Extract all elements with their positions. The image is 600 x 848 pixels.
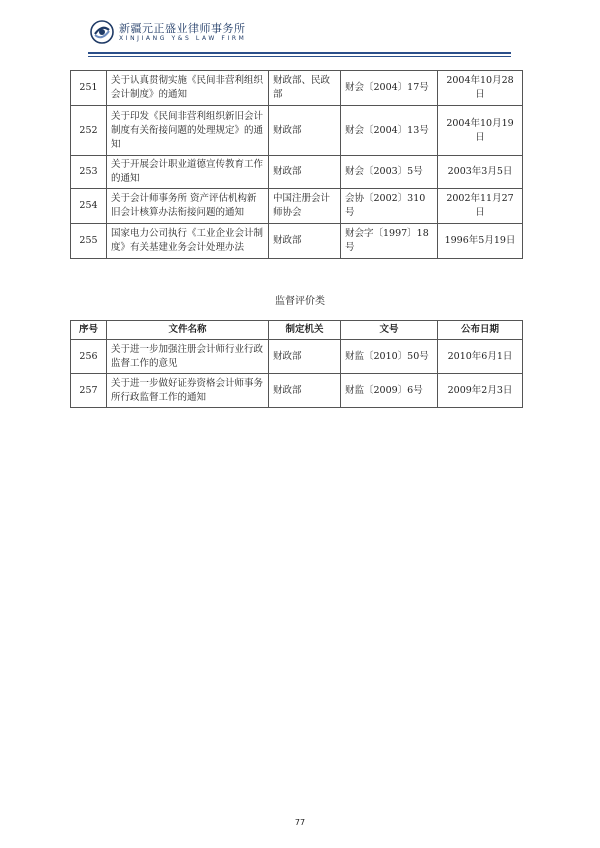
table-header-row [71,321,523,340]
document-title: 关于会计师事务所 资产评估机构新旧会计核算办法衔接问题的通知 [107,189,269,224]
publish-date: 2009年2月3日 [438,374,523,408]
regulations-table-accounting [70,70,523,259]
publish-date: 2010年6月1日 [438,340,523,374]
issuing-authority: 财政部 [269,156,341,189]
document-number: 财监〔2009〕6号 [341,374,438,408]
document-title: 关于认真贯彻实施《民间非营利组织会计制度》的通知 [107,71,269,106]
table-row [71,189,523,224]
document-number: 财会字〔1997〕18号 [341,224,438,259]
table-row [71,224,523,259]
column-header-doc-number: 文号 [341,321,438,340]
page-header [0,0,600,62]
document-title: 关于进一步做好证券资格会计师事务所行政监督工作的通知 [107,374,269,408]
issuing-authority: 中国注册会计师协会 [269,189,341,224]
header-rule-thin [88,56,511,57]
firm-name-en: XINJIANG Y&S LAW FIRM [119,35,247,42]
publish-date: 2004年10月28日 [438,71,523,106]
firm-name-cn: 新疆元正盛业律师事务所 [119,22,246,35]
table-row [71,156,523,189]
issuing-authority: 财政部 [269,106,341,156]
column-header-title: 文件名称 [107,321,269,340]
document-number: 财会〔2003〕5号 [341,156,438,189]
document-title: 国家电力公司执行《工业企业会计制度》有关基建业务会计处理办法 [107,224,269,259]
issuing-authority: 财政部 [269,374,341,408]
header-rule [88,52,511,54]
publish-date: 2002年11月27日 [438,189,523,224]
table-row [71,106,523,156]
publish-date: 2003年3月5日 [438,156,523,189]
section-title: 监督评价类 [275,296,325,307]
issuing-authority: 财政部、民政部 [269,71,341,106]
document-number: 财监〔2010〕50号 [341,340,438,374]
publish-date: 1996年5月19日 [438,224,523,259]
document-title: 关于开展会计职业道德宣传教育工作的通知 [107,156,269,189]
document-title: 关于进一步加强注册会计师行业行政监督工作的意见 [107,340,269,374]
row-number: 254 [71,189,107,224]
document-title: 关于印发《民间非营利组织新旧会计制度有关衔接问题的处理规定》的通知 [107,106,269,156]
column-header-number: 序号 [71,321,107,340]
row-number: 257 [71,374,107,408]
table-row [71,71,523,106]
document-number: 财会〔2004〕17号 [341,71,438,106]
regulations-table-supervision [70,320,523,408]
column-header-authority: 制定机关 [269,321,341,340]
row-number: 255 [71,224,107,259]
row-number: 251 [71,71,107,106]
document-number: 财会〔2004〕13号 [341,106,438,156]
row-number: 256 [71,340,107,374]
page-number: 77 [294,818,306,827]
table-row [71,374,523,408]
document-number: 会协〔2002〕310号 [341,189,438,224]
row-number: 252 [71,106,107,156]
table-row [71,340,523,374]
row-number: 253 [71,156,107,189]
issuing-authority: 财政部 [269,224,341,259]
firm-logo-icon [90,20,114,44]
publish-date: 2004年10月19日 [438,106,523,156]
column-header-date: 公布日期 [438,321,523,340]
issuing-authority: 财政部 [269,340,341,374]
